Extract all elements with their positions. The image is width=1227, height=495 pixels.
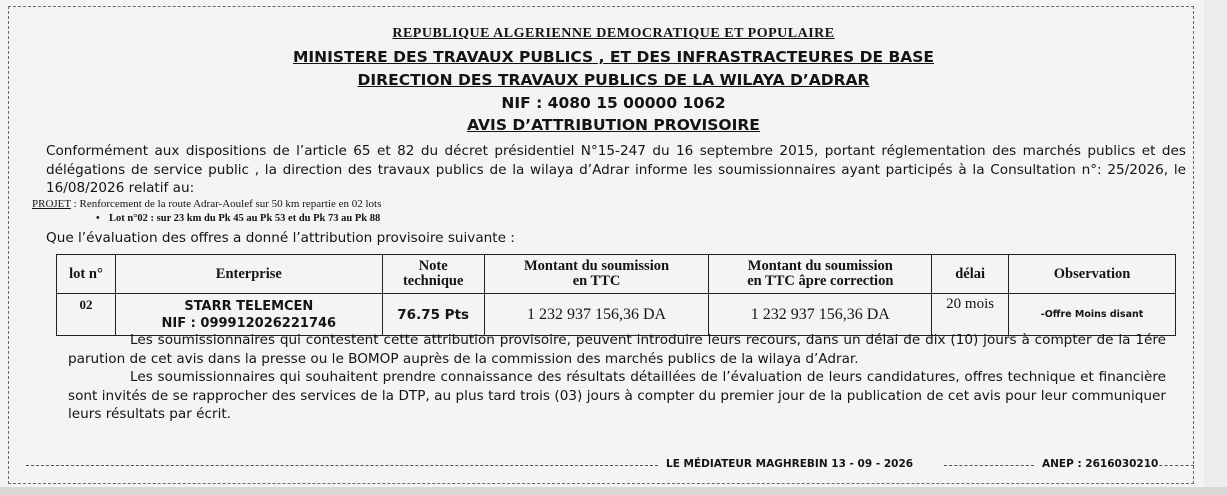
col-header-lot: lot n° [57,255,116,294]
table-row [57,294,1176,336]
cell-montant: 1 232 937 156,36 DA [484,294,709,336]
col-header-note: Note technique [382,255,484,294]
cell-montant-corrige: 1 232 937 156,36 DA [709,294,932,336]
cell-note: 76.75 Pts [382,294,484,336]
page-bottom-margin [0,487,1227,495]
closing-text [68,331,1166,424]
evaluation-line: Que l’évaluation des offres a donné l’attribution provisoire suivante : [46,230,515,246]
intro-paragraph: Conformément aux dispositions de l’article 65 et 82 du décret présidentiel N°15-247 du 16 septembre 2015, portant réglementation des marchés publics et des délégations de service public , la direction des travaux publics de la wilaya d’Adrar informe les soumissionnaires ayant participés à la Consultation n°: 25/2026, le 16/08/2026 relatif au: [46,143,1186,196]
ministry-heading: MINISTERE DES TRAVAUX PUBLICS , ET DES INFRASTRACTEURES DE BASE [292,48,935,66]
anep-reference: ANEP : 2616030210 [1042,458,1159,470]
projet-label: PROJET [32,198,71,210]
col-header-montant-corrige: Montant du soumission en TTC âpre correction [709,255,932,294]
col-header-montant: Montant du soumission en TTC [484,255,709,294]
cell-observation: -Offre Moins disant [1009,294,1176,336]
col-header-enterprise: Enterprise [115,255,382,294]
notice-title: AVIS D’ATTRIBUTION PROVISOIRE [467,116,760,134]
footer-rule-middle [944,465,1034,466]
recours-paragraph: Les soumissionnaires qui contestent cette attribution provisoire, peuvent introduire leurs recours, dans un délai de dix (10) jours à compter de la 1ére parution de cet avis dans la presse ou le BOMOP auprès de la commission des marchés publics de la wilaya d’Adrar. [68,332,1166,367]
resultats-paragraph: Les soumissionnaires qui souhaitent prendre connaissance des résultats détaillées de l’évaluation de leurs candidatures, offres technique et financière sont invités de se rapprocher des services de la DTP, au plus tard trois (03) jours à compter du premier jour de la publication de cet avis pour leur communiquer leurs résultats par écrit. [68,369,1166,422]
col-header-observation: Observation [1009,255,1176,294]
footer-rule-right [1154,465,1194,466]
table-header-row [57,255,1176,294]
direction-heading: DIRECTION DES TRAVAUX PUBLICS DE LA WILAYA D’ADRAR [357,71,870,89]
lot-line [96,213,381,224]
projet-text: : Renforcement de la route Adrar-Aoulef sur 50 km repartie en 02 lots [70,198,382,210]
footer-rule-left [26,465,658,466]
cell-enterprise: STARR TELEMCEN NIF : 099912026221746 [115,294,382,336]
nif-heading: NIF : 4080 15 00000 1062 [501,94,726,112]
cell-lot: 02 [57,294,116,336]
attribution-table [56,254,1176,336]
newspaper-source: LE MÉDIATEUR MAGHREBIN 13 - 09 - 2026 [666,458,914,470]
lot-text: Lot n°02 : sur 23 km du Pk 45 au Pk 53 et du Pk 73 au Pk 88 [109,213,381,224]
bullet-icon: • [96,213,100,224]
col-header-delai: délai [932,255,1009,294]
publication-footer [26,457,1196,473]
republic-heading: REPUBLIQUE ALGERIENNE DEMOCRATIQUE ET POPULAIRE [392,26,835,41]
projet-line [32,198,381,211]
cell-delai: 20 mois [932,294,1009,336]
